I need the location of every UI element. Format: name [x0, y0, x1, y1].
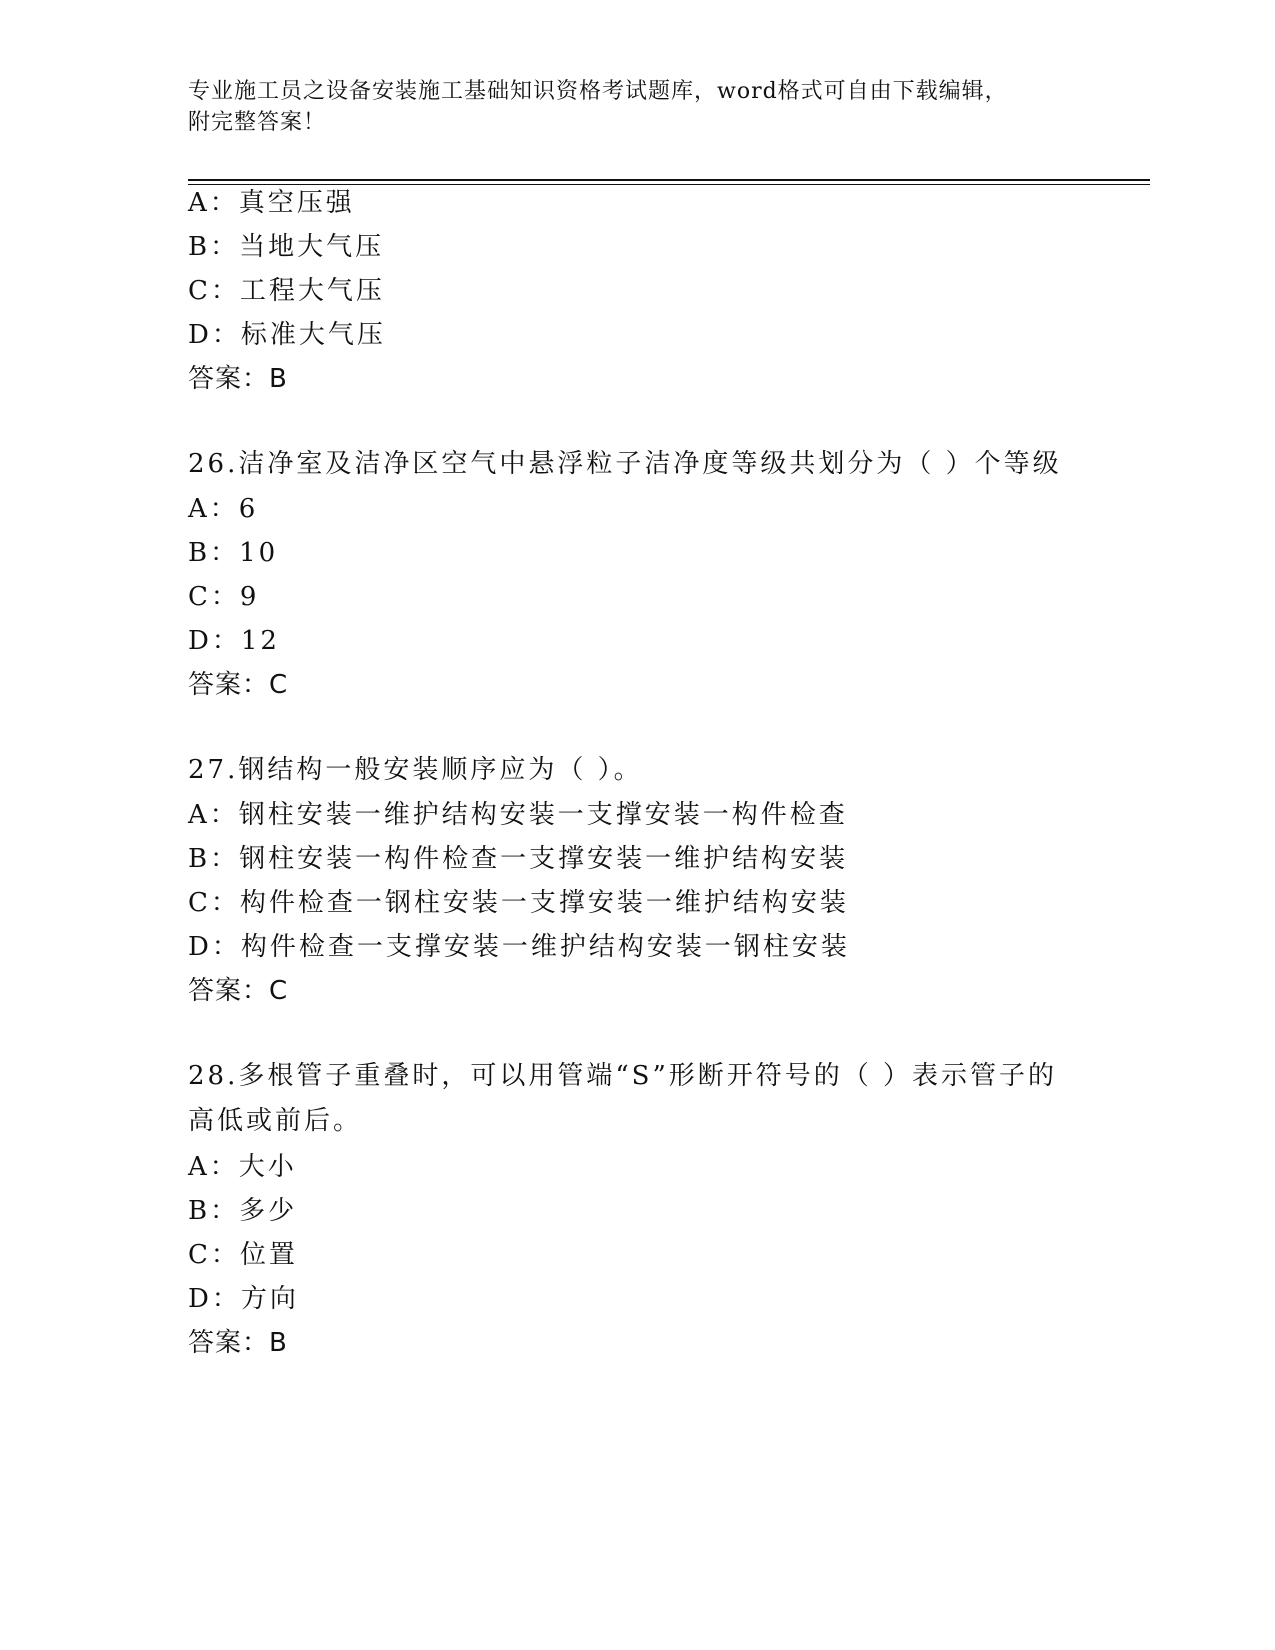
q28-option-c: C：位置 [188, 1240, 298, 1270]
document-header [188, 76, 1068, 138]
q28-option-a: A：大小 [188, 1152, 297, 1182]
q28-option-b: B：多少 [188, 1196, 298, 1226]
q26-option-a: A：6 [188, 494, 259, 524]
q28-question-line-1: 28.多根管子重叠时，可以用管端“S”形断开符号的（ ）表示管子的 [188, 1061, 1058, 1091]
q28-option-d: D：方向 [188, 1284, 299, 1314]
q27-answer: 答案：C [188, 976, 289, 1006]
q25-option-b: B：当地大气压 [188, 232, 385, 262]
q25-option-a: A：真空压强 [188, 188, 355, 218]
header-line-1: 专业施工员之设备安装施工基础知识资格考试题库，word格式可自由下载编辑， [188, 79, 1008, 104]
q26-question: 26.洁净室及洁净区空气中悬浮粒子洁净度等级共划分为（ ）个等级 [188, 449, 1062, 479]
header-line-2: 附完整答案！ [188, 110, 327, 135]
q25-option-d: D：标准大气压 [188, 320, 386, 350]
q27-option-d: D：构件检查一支撑安装一维护结构安装一钢柱安装 [188, 932, 850, 962]
q26-option-c: C：9 [188, 582, 260, 612]
q26-option-b: B：10 [188, 538, 279, 568]
q27-option-b: B：钢柱安装一构件检查一支撑安装一维护结构安装 [188, 844, 849, 874]
header-divider [188, 179, 1150, 185]
q25-answer: 答案：B [188, 364, 288, 394]
q27-question: 27.钢结构一般安装顺序应为（ ）。 [188, 755, 643, 785]
q25-option-c: C：工程大气压 [188, 276, 385, 306]
q27-option-c: C：构件检查一钢柱安装一支撑安装一维护结构安装 [188, 888, 849, 918]
q27-option-a: A：钢柱安装一维护结构安装一支撑安装一构件检查 [188, 800, 848, 830]
q26-option-d: D：12 [188, 626, 280, 656]
q28-question-line-2: 高低或前后。 [188, 1106, 363, 1136]
q28-answer: 答案：B [188, 1328, 288, 1358]
q26-answer: 答案：C [188, 670, 289, 700]
